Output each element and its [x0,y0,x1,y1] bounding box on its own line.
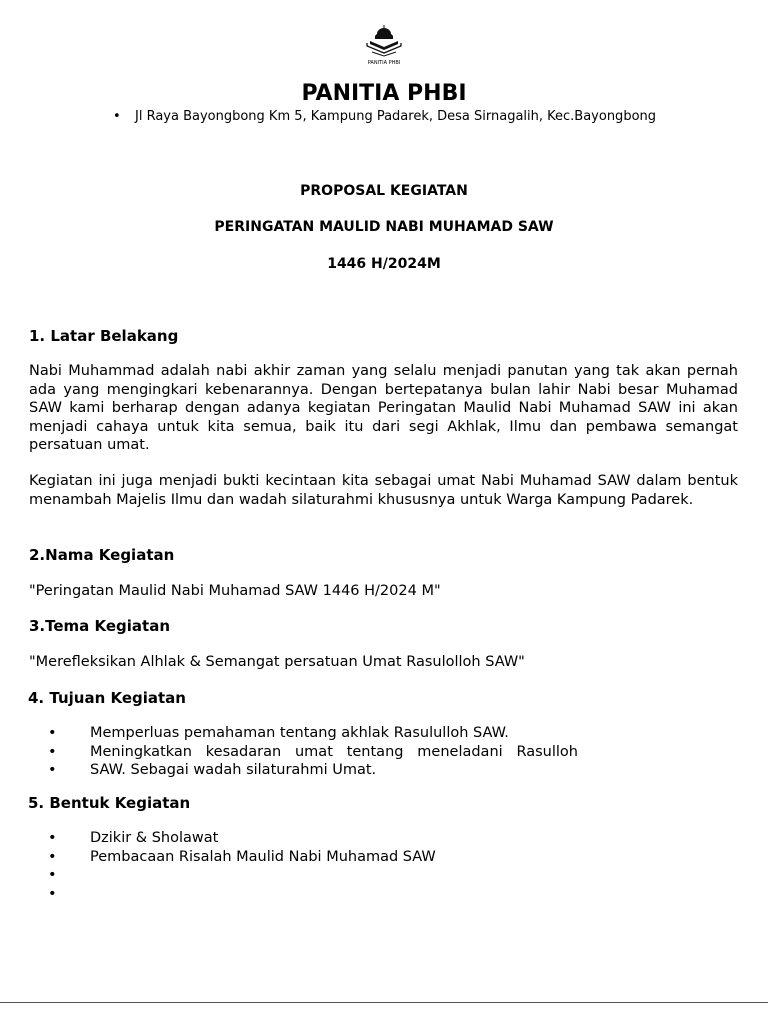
proposal-title: PROPOSAL KEGIATAN [300,183,468,199]
address-line [113,108,713,126]
logo-caption: PANITIA PHBI [367,60,401,66]
goals-list [48,724,588,780]
event-title: PERINGATAN MAULID NABI MUHAMAD SAW [214,219,554,235]
list-item-text: Dzikir & Sholawat [90,830,219,846]
mosque-book-icon [364,25,404,61]
list-item-text: Memperluas pemahaman tentang akhlak Rasululloh SAW. [90,725,509,741]
list-item [48,829,588,848]
list-item [48,743,588,762]
bullet-glyph: • [48,830,57,846]
organization-logo [364,25,404,69]
bullet-glyph: • [113,109,121,124]
organization-title: PANITIA PHBI [301,81,467,106]
list-item-text: Meningkatkan kesadaran umat tentang meneladani Rasulloh [90,743,578,760]
list-item [48,761,588,780]
section-heading-background: 1. Latar Belakang [29,327,179,345]
list-item [48,866,588,885]
bullet-glyph: • [48,762,57,779]
list-item-text: SAW. Sebagai wadah silaturahmi Umat. [90,762,377,779]
background-paragraph-1: Nabi Muhammad adalah nabi akhir zaman yang selalu menjadi panutan yang tak akan pernah ada yang mengingkari kebenarannya. Dengan bertepatanya bulan lahir Nabi besar Muhamad SAW kami berharap dengan adanya kegiatan Peringatan Maulid Nabi Muhamad SAW ini akan menjadi cahaya untuk kita semua, baik itu dari segi Akhlak, Ilmu dan pembawa semangat persatuan umat. [29,363,738,454]
event-year: 1446 H/2024M [327,256,441,272]
bullet-glyph: • [48,743,57,760]
bullet-glyph: • [48,848,57,865]
list-item [48,848,588,867]
bullet-glyph: • [48,867,57,884]
page-bottom-rule [0,1002,768,1003]
address-text: Jl Raya Bayongbong Km 5, Kampung Padarek, Desa Sirnagalih, Kec.Bayongbong [135,109,657,124]
event-name-text: "Peringatan Maulid Nabi Muhamad SAW 1446 H/2024 M" [29,583,441,599]
bullet-glyph: • [48,886,57,903]
section-heading-activities: 5. Bentuk Kegiatan [28,794,191,812]
background-paragraph-2: Kegiatan ini juga menjadi bukti kecintaan kita sebagai umat Nabi Muhamad SAW dalam bentuk menambah Majelis Ilmu dan wadah silaturahmi khususnya untuk Warga Kampung Padarek. [29,473,738,508]
theme-text: "Merefleksikan Alhlak & Semangat persatuan Umat Rasulolloh SAW" [29,654,525,670]
list-item-text: Pembacaan Risalah Maulid Nabi Muhamad SAW [90,848,436,865]
section-heading-goals: 4. Tujuan Kegiatan [28,689,186,707]
list-item [48,724,588,743]
activities-list [48,829,588,904]
bullet-glyph: • [48,725,57,741]
section-heading-event-name: 2.Nama Kegiatan [29,546,175,564]
section-heading-theme: 3.Tema Kegiatan [29,617,171,635]
list-item [48,885,588,904]
